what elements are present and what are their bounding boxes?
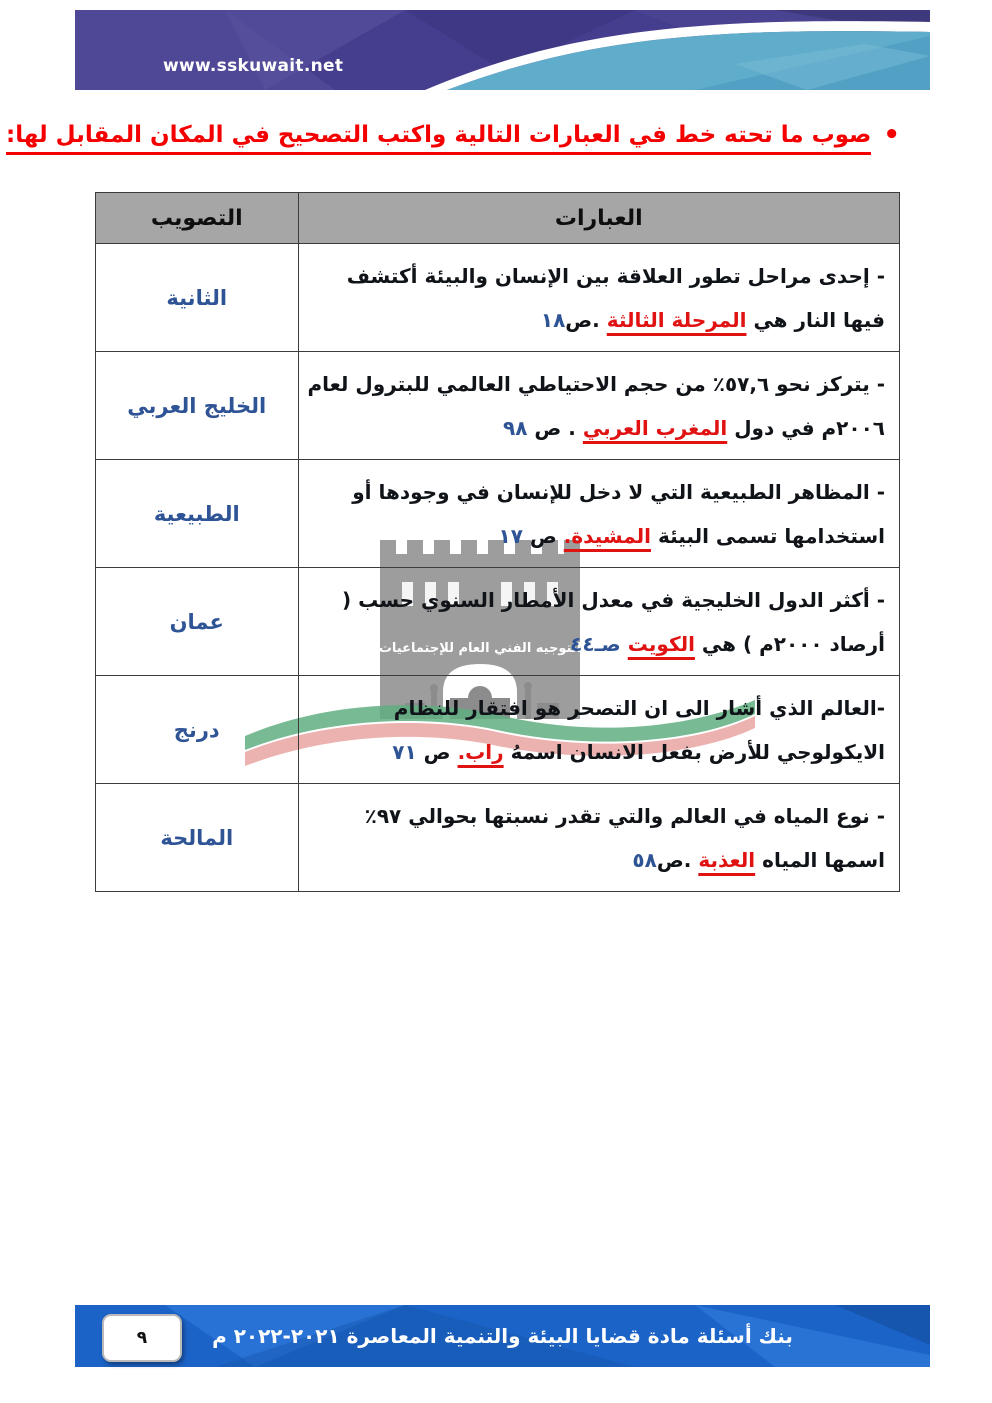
- footer-title: بنك أسئلة مادة قضايا البيئة والتنمية المعاصرة ٢٠٢١-٢٠٢٢ م: [212, 1324, 793, 1348]
- statement-tail: .ص: [565, 307, 607, 332]
- correction-cell: درنج: [96, 676, 299, 784]
- statement-tail: ص: [522, 523, 564, 548]
- table-container: [95, 192, 900, 892]
- underlined-error-term: العذبة: [698, 847, 756, 872]
- page-reference: ١٧: [498, 523, 523, 548]
- statement-cell: [298, 352, 900, 460]
- correction-cell: الطبيعية: [96, 460, 299, 568]
- watermark-text: التوجيه الفني العام للإجتماعيات: [378, 641, 582, 656]
- statement-text: - نوع المياه في العالم والتي تقدر نسبتها بحوالي ٩٧٪ اسمها المياه: [364, 803, 885, 872]
- statement-text: -العالم الذي أشار الى ان التصحر هو افتقار للنظام الايكولوجي للأرض بفعل الانسان اسمهُ: [393, 695, 885, 764]
- statement-cell: [298, 676, 900, 784]
- instruction-text: صوب ما تحته خط في العبارات التالية واكتب التصحيح في المكان المقابل لها:: [6, 122, 871, 155]
- table-row: [96, 568, 900, 676]
- statement-text: - أكثر الدول الخليجية في معدل الأمطار السنوي حسب ( أرصاد ٢٠٠٠م ) هي: [342, 587, 885, 656]
- page-reference: ٧١: [392, 739, 417, 764]
- column-header-statements: العبارات: [298, 193, 900, 244]
- table-row: [96, 244, 900, 352]
- page-number-badge: ٩: [102, 1314, 182, 1362]
- statement-tail: . ص: [527, 415, 583, 440]
- page-reference: ٩٨: [503, 415, 528, 440]
- column-header-correction: التصويب: [96, 193, 299, 244]
- statement-text: - المظاهر الطبيعية التي لا دخل للإنسان في وجودها أو استخدامها تسمى البيئة: [352, 479, 885, 548]
- statement-cell: [298, 460, 900, 568]
- header-banner: [75, 10, 930, 90]
- bullet-icon: •: [883, 120, 900, 150]
- correction-cell: الخليج العربي: [96, 352, 299, 460]
- statement-tail: .ص: [656, 847, 699, 872]
- statement-text: - إحدى مراحل تطور العلاقة بين الإنسان والبيئة أكتشف فيها النار هي: [346, 263, 885, 332]
- underlined-error-term: المرحلة الثالثة: [606, 307, 747, 332]
- underlined-error-term: المشيدة.: [563, 523, 652, 548]
- banner-graphic: [75, 10, 930, 90]
- page-reference: ١٨: [540, 307, 566, 332]
- statement-cell: [298, 244, 900, 352]
- table-row: [96, 676, 900, 784]
- table-row: [96, 460, 900, 568]
- correction-table: [95, 192, 900, 892]
- underlined-error-term: المغرب العربي: [582, 415, 728, 440]
- website-url: www.sskuwait.net: [163, 56, 344, 76]
- page-reference: صـ٤٤: [570, 631, 621, 656]
- correction-cell: الثانية: [96, 244, 299, 352]
- statement-tail: ص: [416, 739, 458, 764]
- underlined-error-term: الكويت: [627, 631, 695, 656]
- underlined-error-term: راب.: [457, 739, 504, 764]
- instruction-heading: [6, 120, 900, 150]
- table-row: [96, 784, 900, 892]
- statement-cell: [298, 784, 900, 892]
- correction-cell: المالحة: [96, 784, 299, 892]
- statement-cell: [298, 568, 900, 676]
- table-header-row: [96, 193, 900, 244]
- statement-text: - يتركز نحو ٥٧,٦٪ من حجم الاحتياطي العالمي للبترول لعام ٢٠٠٦م في دول: [307, 371, 885, 440]
- correction-cell: عمان: [96, 568, 299, 676]
- page-reference: ٥٨: [632, 847, 657, 872]
- table-row: [96, 352, 900, 460]
- footer-banner: [75, 1305, 930, 1367]
- statement-tail: [621, 632, 628, 656]
